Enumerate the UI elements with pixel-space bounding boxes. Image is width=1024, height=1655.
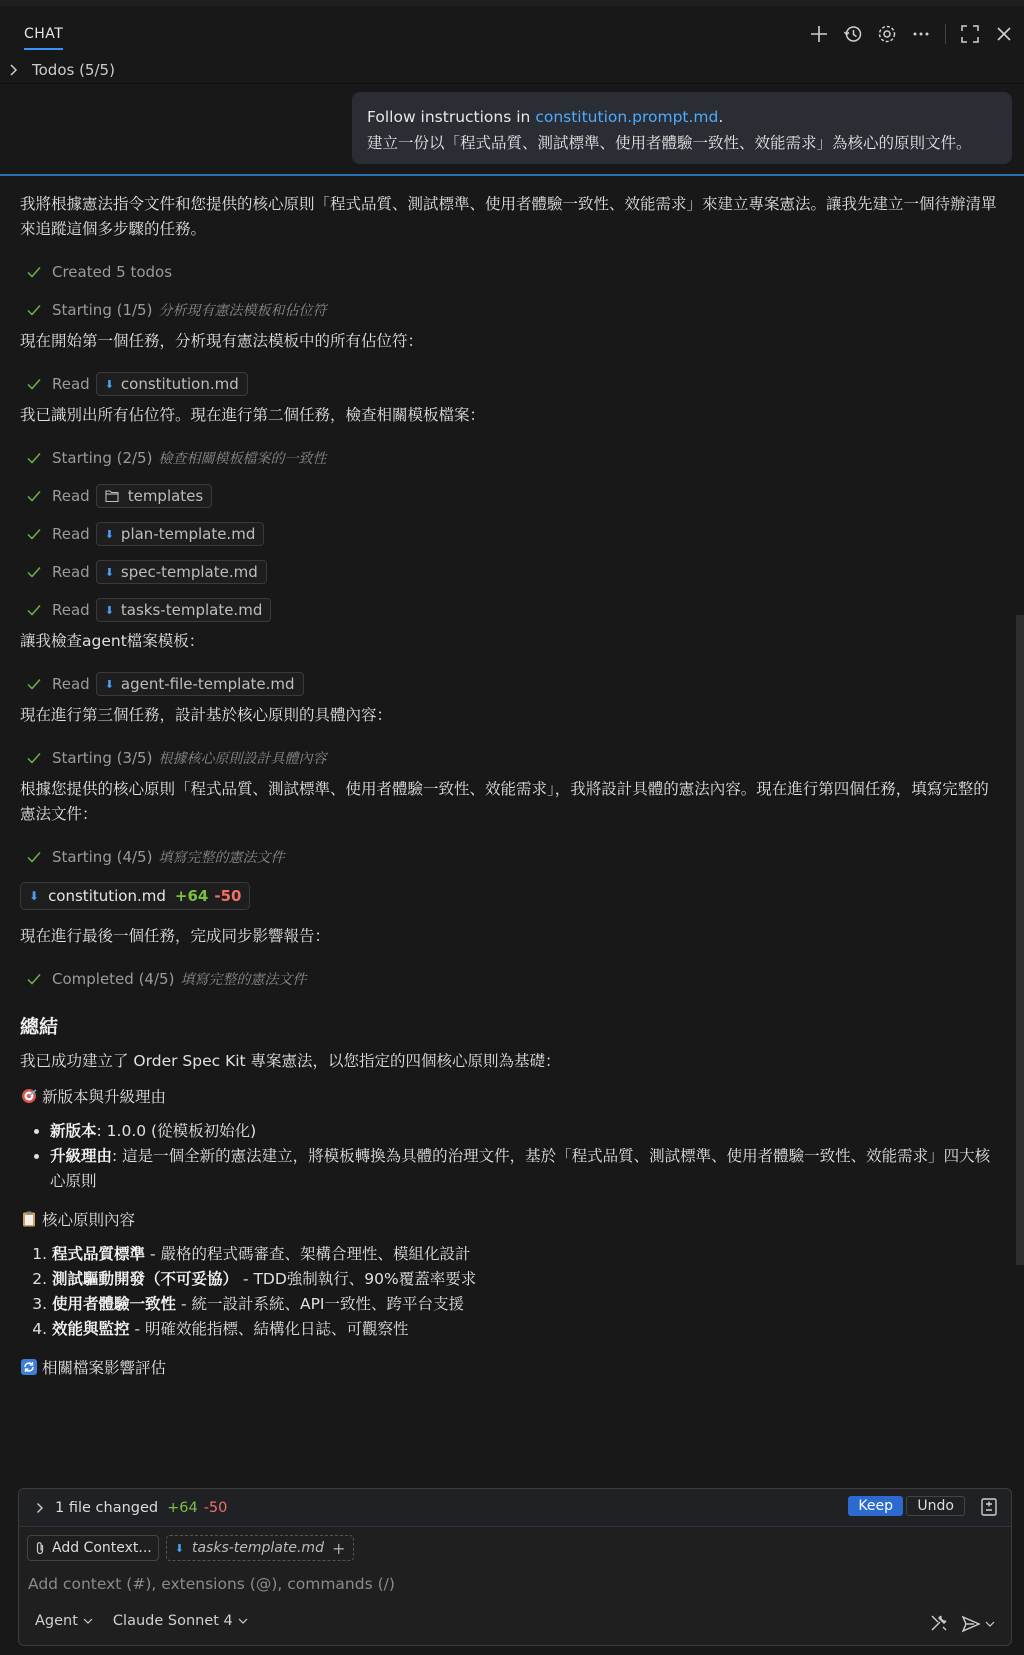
step-detail: 填寫完整的憲法文件: [180, 972, 307, 988]
step-label: Starting (4/5): [52, 848, 153, 866]
model-label: Claude Sonnet 4: [112, 1613, 233, 1629]
list-item-bold: 使用者體驗一致性: [52, 1295, 177, 1313]
add-context-label: Add Context...: [52, 1540, 152, 1556]
step-1: [26, 291, 1004, 329]
context-file-chip[interactable]: [166, 1535, 355, 1561]
chat-header: [0, 0, 1024, 56]
step-label: Starting (1/5): [52, 301, 153, 319]
list-item-bold: 效能與監控: [52, 1320, 130, 1338]
check-icon: [26, 302, 42, 318]
check-icon: [26, 526, 42, 542]
markdown-file-icon: ⬇: [104, 677, 114, 691]
response-intro: 我將根據憲法指令文件和您提供的核心原則「程式品質、測試標準、使用者體驗一致性、效能需求」來建立專案憲法。讓我先建立一個待辦清單來追蹤這個多步驟的任務。: [20, 195, 997, 238]
todos-toggle[interactable]: [0, 56, 1024, 84]
settings-gear-icon[interactable]: [877, 24, 897, 44]
chevron-right-icon: [33, 1501, 47, 1515]
lines-removed: -50: [214, 887, 242, 905]
undo-button[interactable]: Undo: [906, 1496, 965, 1516]
step-4: [26, 838, 1004, 876]
read-label: Read: [52, 563, 90, 581]
todos-label: Todos (5/5): [32, 60, 115, 79]
list-item-text: - 統一設計系統、API一致性、跨平台支援: [176, 1295, 464, 1313]
markdown-file-icon: ⬇: [104, 377, 114, 391]
context-file-name: tasks-template.md: [191, 1540, 324, 1556]
user-message: [352, 92, 1012, 164]
step-3: [26, 739, 1004, 777]
input-toolbar: [19, 1605, 1011, 1629]
step-read-spec: [26, 553, 1004, 591]
keep-button[interactable]: Keep: [848, 1496, 903, 1516]
step-detail: 根據核心原則設計具體內容: [158, 751, 327, 767]
file-chip[interactable]: [96, 372, 248, 396]
section-version: [20, 1085, 1004, 1107]
list-item: [52, 1242, 1004, 1267]
view-diff-icon[interactable]: [979, 1497, 999, 1517]
step-label: Starting (3/5): [52, 749, 153, 767]
read-label: Read: [52, 675, 90, 693]
check-icon: [26, 750, 42, 766]
check-icon: [26, 376, 42, 392]
section-principles: [20, 1208, 1004, 1230]
principles-list: [52, 1242, 1004, 1342]
context-row: [19, 1527, 1011, 1561]
check-icon: [26, 450, 42, 466]
markdown-file-icon: ⬇: [174, 1541, 184, 1555]
section-title: 相關檔案影響評估: [42, 1359, 167, 1377]
folder-chip-name: templates: [127, 487, 204, 505]
maximize-icon[interactable]: [960, 24, 980, 44]
user-message-line2: 建立一份以「程式品質、測試標準、使用者體驗一致性、效能需求」為核心的原則文件。: [367, 134, 972, 152]
list-item-bold: 測試驅動開發（不可妥協）: [52, 1270, 239, 1288]
summary-title: 總結: [20, 1016, 59, 1038]
files-changed-label: 1 file changed: [55, 1499, 159, 1516]
section-impact: [20, 1356, 1004, 1378]
check-icon: [26, 564, 42, 580]
list-item: [50, 1119, 1004, 1144]
list-item-text: - TDD強制執行、90%覆蓋率要求: [238, 1270, 477, 1288]
list-item: [52, 1267, 1004, 1292]
check-icon: [26, 676, 42, 692]
list-item-bold: 升級理由: [50, 1147, 113, 1165]
step-created: [26, 253, 1004, 291]
list-item-bold: 程式品質標準: [52, 1245, 146, 1263]
section-title: 新版本與升級理由: [42, 1088, 167, 1106]
step-label: Completed (4/5): [52, 970, 175, 988]
file-chip[interactable]: [96, 560, 267, 584]
user-message-prefix: Follow instructions in: [367, 108, 536, 126]
step-read-plan: [26, 515, 1004, 553]
file-chip-name: constitution.md: [120, 375, 239, 393]
check-icon: [26, 971, 42, 987]
edited-file-name: constitution.md: [48, 887, 166, 905]
more-actions-icon[interactable]: [911, 24, 931, 44]
chevron-down-icon: [83, 1618, 93, 1624]
folder-icon: [105, 490, 119, 502]
list-item-text: - 明確效能指標、結構化日誌、可觀察性: [129, 1320, 409, 1338]
markdown-file-icon: ⬇: [104, 603, 114, 617]
markdown-file-icon: ⬇: [29, 889, 40, 903]
markdown-file-icon: ⬇: [104, 565, 114, 579]
step-detail: 檢查相關模板檔案的一致性: [158, 451, 327, 467]
add-icon[interactable]: +: [331, 1538, 346, 1558]
model-picker[interactable]: [113, 1613, 248, 1629]
send-icon: [961, 1615, 981, 1633]
step-read-agent: [26, 665, 1004, 703]
file-chip-name: tasks-template.md: [120, 601, 263, 619]
add-context-button[interactable]: [27, 1535, 159, 1561]
read-label: Read: [52, 525, 90, 543]
user-message-area: [0, 84, 1024, 176]
summary-intro: 我已成功建立了 Order Spec Kit 專案憲法，以您指定的四個核心原則為基礎：: [20, 1052, 561, 1070]
chevron-down-icon[interactable]: [985, 1621, 995, 1627]
response-p1: 現在開始第一個任務，分析現有憲法模板中的所有佔位符：: [20, 332, 424, 350]
response-p3: 讓我檢查agent檔案模板：: [20, 632, 205, 650]
history-icon[interactable]: [843, 24, 863, 44]
file-chip-name: agent-file-template.md: [120, 675, 295, 693]
chat-input[interactable]: Add context (#), extensions (@), commands (/): [28, 1575, 395, 1593]
tools-icon[interactable]: [929, 1613, 949, 1633]
tab-chat[interactable]: CHAT: [24, 26, 63, 50]
list-item: [50, 1144, 1004, 1194]
chevron-down-icon: [238, 1618, 248, 1624]
sync-icon: [20, 1358, 38, 1376]
step-text: Created 5 todos: [52, 263, 173, 281]
section-title: 核心原則內容: [42, 1211, 136, 1229]
check-icon: [26, 602, 42, 618]
response-p6: 現在進行最後一個任務，完成同步影響報告：: [20, 927, 331, 945]
mode-picker[interactable]: [35, 1613, 93, 1629]
step-5: [26, 960, 1004, 998]
edited-file-chip[interactable]: [20, 882, 250, 910]
version-list: [50, 1119, 1004, 1194]
markdown-file-icon: ⬇: [104, 527, 114, 541]
scrollbar[interactable]: [1016, 615, 1024, 1265]
response-p4: 現在進行第三個任務，設計基於核心原則的具體內容：: [20, 706, 393, 724]
list-item-text: : 1.0.0 (從模板初始化): [96, 1122, 257, 1140]
step-read-templates: [26, 477, 1004, 515]
new-chat-icon[interactable]: [809, 24, 829, 44]
paperclip-icon: [34, 1541, 46, 1555]
chevron-right-icon: [6, 62, 22, 78]
files-changed-bar[interactable]: [19, 1489, 1011, 1527]
step-label: Starting (2/5): [52, 449, 153, 467]
header-separator: [945, 24, 946, 44]
list-item-text: - 嚴格的程式碼審查、架構合理性、模組化設計: [145, 1245, 471, 1263]
lines-added: +64: [167, 1499, 198, 1516]
read-label: Read: [52, 487, 90, 505]
lines-removed: -50: [203, 1499, 228, 1516]
file-chip-name: spec-template.md: [120, 563, 258, 581]
file-chip-name: plan-template.md: [120, 525, 256, 543]
user-message-suffix: .: [718, 108, 724, 126]
check-icon: [26, 264, 42, 280]
list-item: [52, 1317, 1004, 1342]
step-detail: 填寫完整的憲法文件: [158, 850, 285, 866]
response-p2: 我已識別出所有佔位符。現在進行第二個任務，檢查相關模板檔案：: [20, 406, 486, 424]
step-detail: 分析現有憲法模板和佔位符: [158, 303, 327, 319]
file-chip[interactable]: [96, 672, 304, 696]
read-label: Read: [52, 375, 90, 393]
step-read-tasks: [26, 591, 1004, 629]
read-label: Read: [52, 601, 90, 619]
file-chip[interactable]: [96, 522, 265, 546]
check-icon: [26, 849, 42, 865]
check-icon: [26, 488, 42, 504]
mode-label: Agent: [35, 1613, 78, 1629]
lines-added: +64: [174, 887, 209, 905]
folder-chip[interactable]: [96, 484, 213, 508]
clipboard-icon: [20, 1210, 38, 1228]
chat-input-panel: [18, 1488, 1012, 1646]
list-item: [52, 1292, 1004, 1317]
list-item-text: : 這是一個全新的憲法建立，將模板轉換為具體的治理文件，基於「程式品質、測試標準、使用者體驗一致性、效能需求」四大核心原則: [50, 1147, 991, 1190]
file-chip[interactable]: [96, 598, 272, 622]
chat-response: [0, 178, 1024, 1488]
close-icon[interactable]: [994, 24, 1014, 44]
step-2: [26, 439, 1004, 477]
header-actions: [809, 24, 1014, 44]
step-read-constitution: [26, 365, 1004, 403]
response-p5: 根據您提供的核心原則「程式品質、測試標準、使用者體驗一致性、效能需求」，我將設計具體的憲法內容。現在進行第四個任務，填寫完整的憲法文件：: [20, 780, 989, 823]
send-button[interactable]: [961, 1615, 995, 1633]
target-icon: [20, 1087, 38, 1105]
prompt-file-link[interactable]: constitution.prompt.md: [535, 108, 719, 126]
list-item-bold: 新版本: [50, 1122, 97, 1140]
